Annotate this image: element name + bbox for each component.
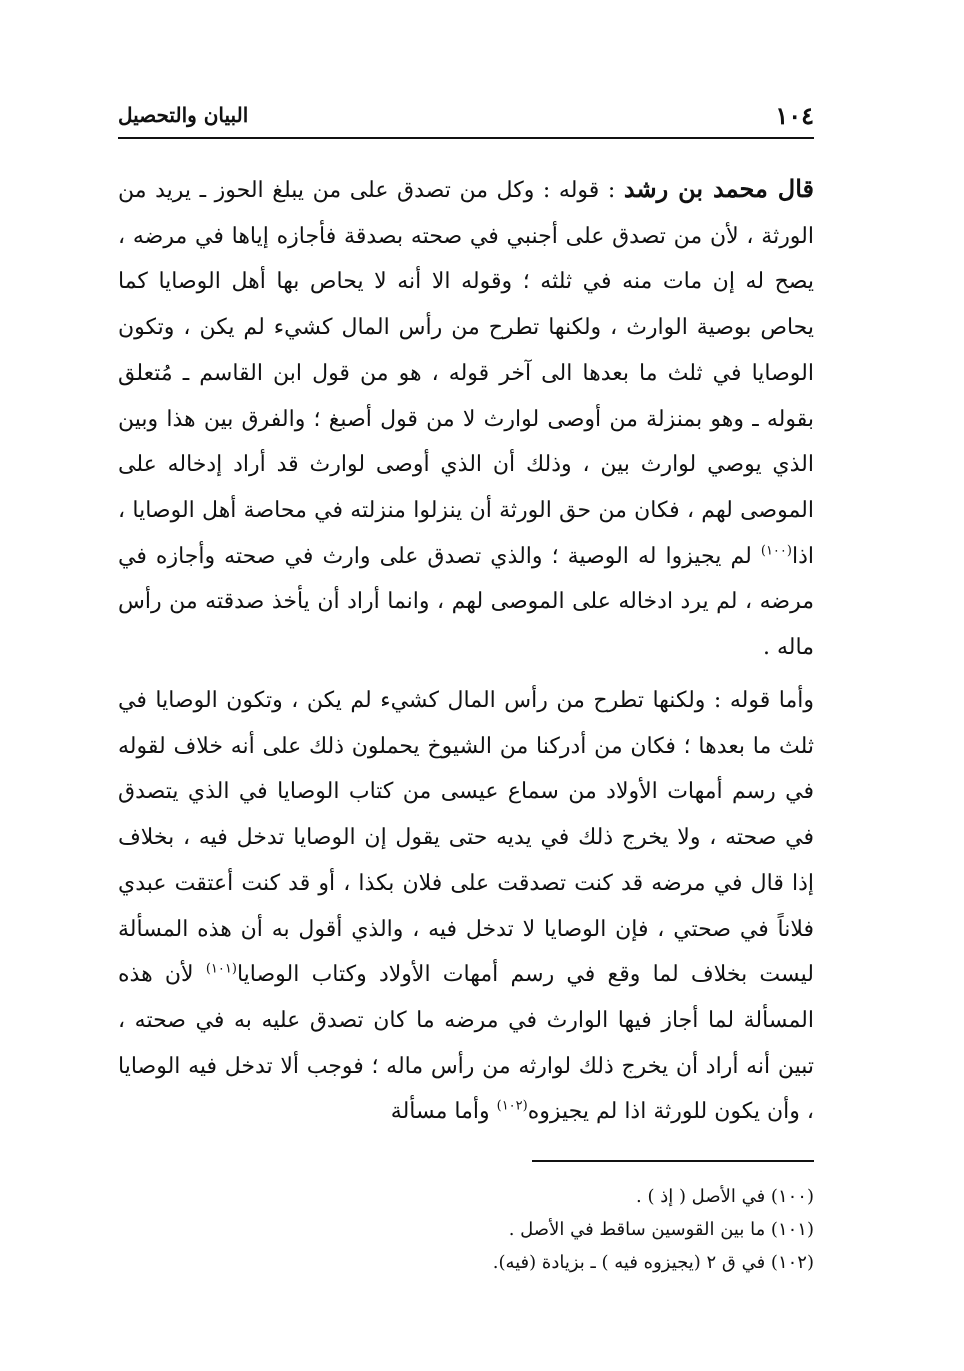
paragraph-1 — [118, 166, 814, 671]
running-title: البيان والتحصيل — [118, 103, 249, 127]
paragraph-2 — [118, 678, 814, 1135]
header-rule — [118, 137, 814, 139]
footnotes — [118, 1180, 814, 1279]
footnote-101: (١٠١) ما بين القوسين ساقط في الأصل . — [508, 1219, 814, 1240]
page-header — [118, 96, 814, 134]
footnote-rule — [532, 1160, 814, 1162]
footnote-102: (١٠٢) في ق ٢ (يجيزوه فيه ) ـ بزيادة (فيه). — [492, 1252, 814, 1273]
paragraph-2-text-b: لأن هذه المسألة لما أجاز فيها الوارث في مرضه ما كان تصدق عليه به في صحته ، تبين أنه أراد أن يخرج ذلك لوارثه من رأس ماله ؛ فوجب ألا تدخل فيه الوصايا ، وأن يكون للورثة اذا لم يجيزوه — [118, 962, 814, 1125]
footnote-ref-100: (١٠٠) — [760, 543, 792, 559]
footnote-ref-102: (١٠٢) — [496, 1099, 528, 1114]
speaker-name: قال محمد بن رشد — [623, 174, 815, 203]
footnote-ref-101: (١٠١) — [205, 961, 237, 977]
paragraph-1-text-b: لم يجيزوا له الوصية ؛ والذي تصدق على وارث في صحته وأجازه في مرضه ، لم يرد ادخاله على الموصى لهم ، وانما أراد أن يأخذ صدقته من رأس ماله . — [118, 543, 814, 661]
paragraph-1-text-a: : قوله : وكل من تصدق على من يبلغ الحوز ـ يريد من الورثة ، لأن من تصدق على أجنبي في صحته بصدقة فأجازه إياها في مرضه ، يصح له إن مات منه في ثلثه ؛ وقوله الا أنه لا يحاص بها أهل الوصايا كما يحاص بوصية الوارث ، ولكنها تطرح من رأس المال كشيء لم يكن ، وتكون الوصايا في ثلث ما بعدها الى آخر قوله ، هو من قول ابن القاسم ـ مُتعلق بقوله ـ وهو بمنزلة من أوصى لوارث لا من قول أصبغ ؛ والفرق بين هذا وبين الذي يوصي لوارث بين ، وذلك أن الذي أوصى لوارث قد أراد إدخاله على الموصى لهم ، فكان من حق الورثة أن ينزلوا منزلته في محاصة أهل الوصايا ، اذا — [118, 178, 815, 569]
footnote-100: (١٠٠) في الأصل ( إذ ) . — [636, 1186, 814, 1207]
page-number: ١٠٤ — [775, 100, 814, 130]
paragraph-2-text-c: وأما مسألة — [390, 1099, 497, 1125]
paragraph-2-text-a: وأما قوله : ولكنها تطرح من رأس المال كشيء لم يكن ، وتكون الوصايا في ثلث ما بعدها ؛ فكان من أدركنا من الشيوخ يحملون ذلك على أنه خلاف لقوله في رسم أمهات الأولاد من سماع عيسى من كتاب الوصايا في الذي يتصدق في صحته ، ولا يخرج ذلك في يديه حتى يقول إن الوصايا تدخل فيه ، بخلاف إذا قال في مرضه قد كنت تصدقت على فلان بكذا ، أو قد كنت أعتقت عبدي فلاناً في صحتي ، فإن الوصايا لا تدخل فيه ، والذي أقول به أن هذه المسألة ليست بخلاف لما وقع في رسم أمهات الأولاد وكتاب الوصايا — [118, 688, 814, 988]
